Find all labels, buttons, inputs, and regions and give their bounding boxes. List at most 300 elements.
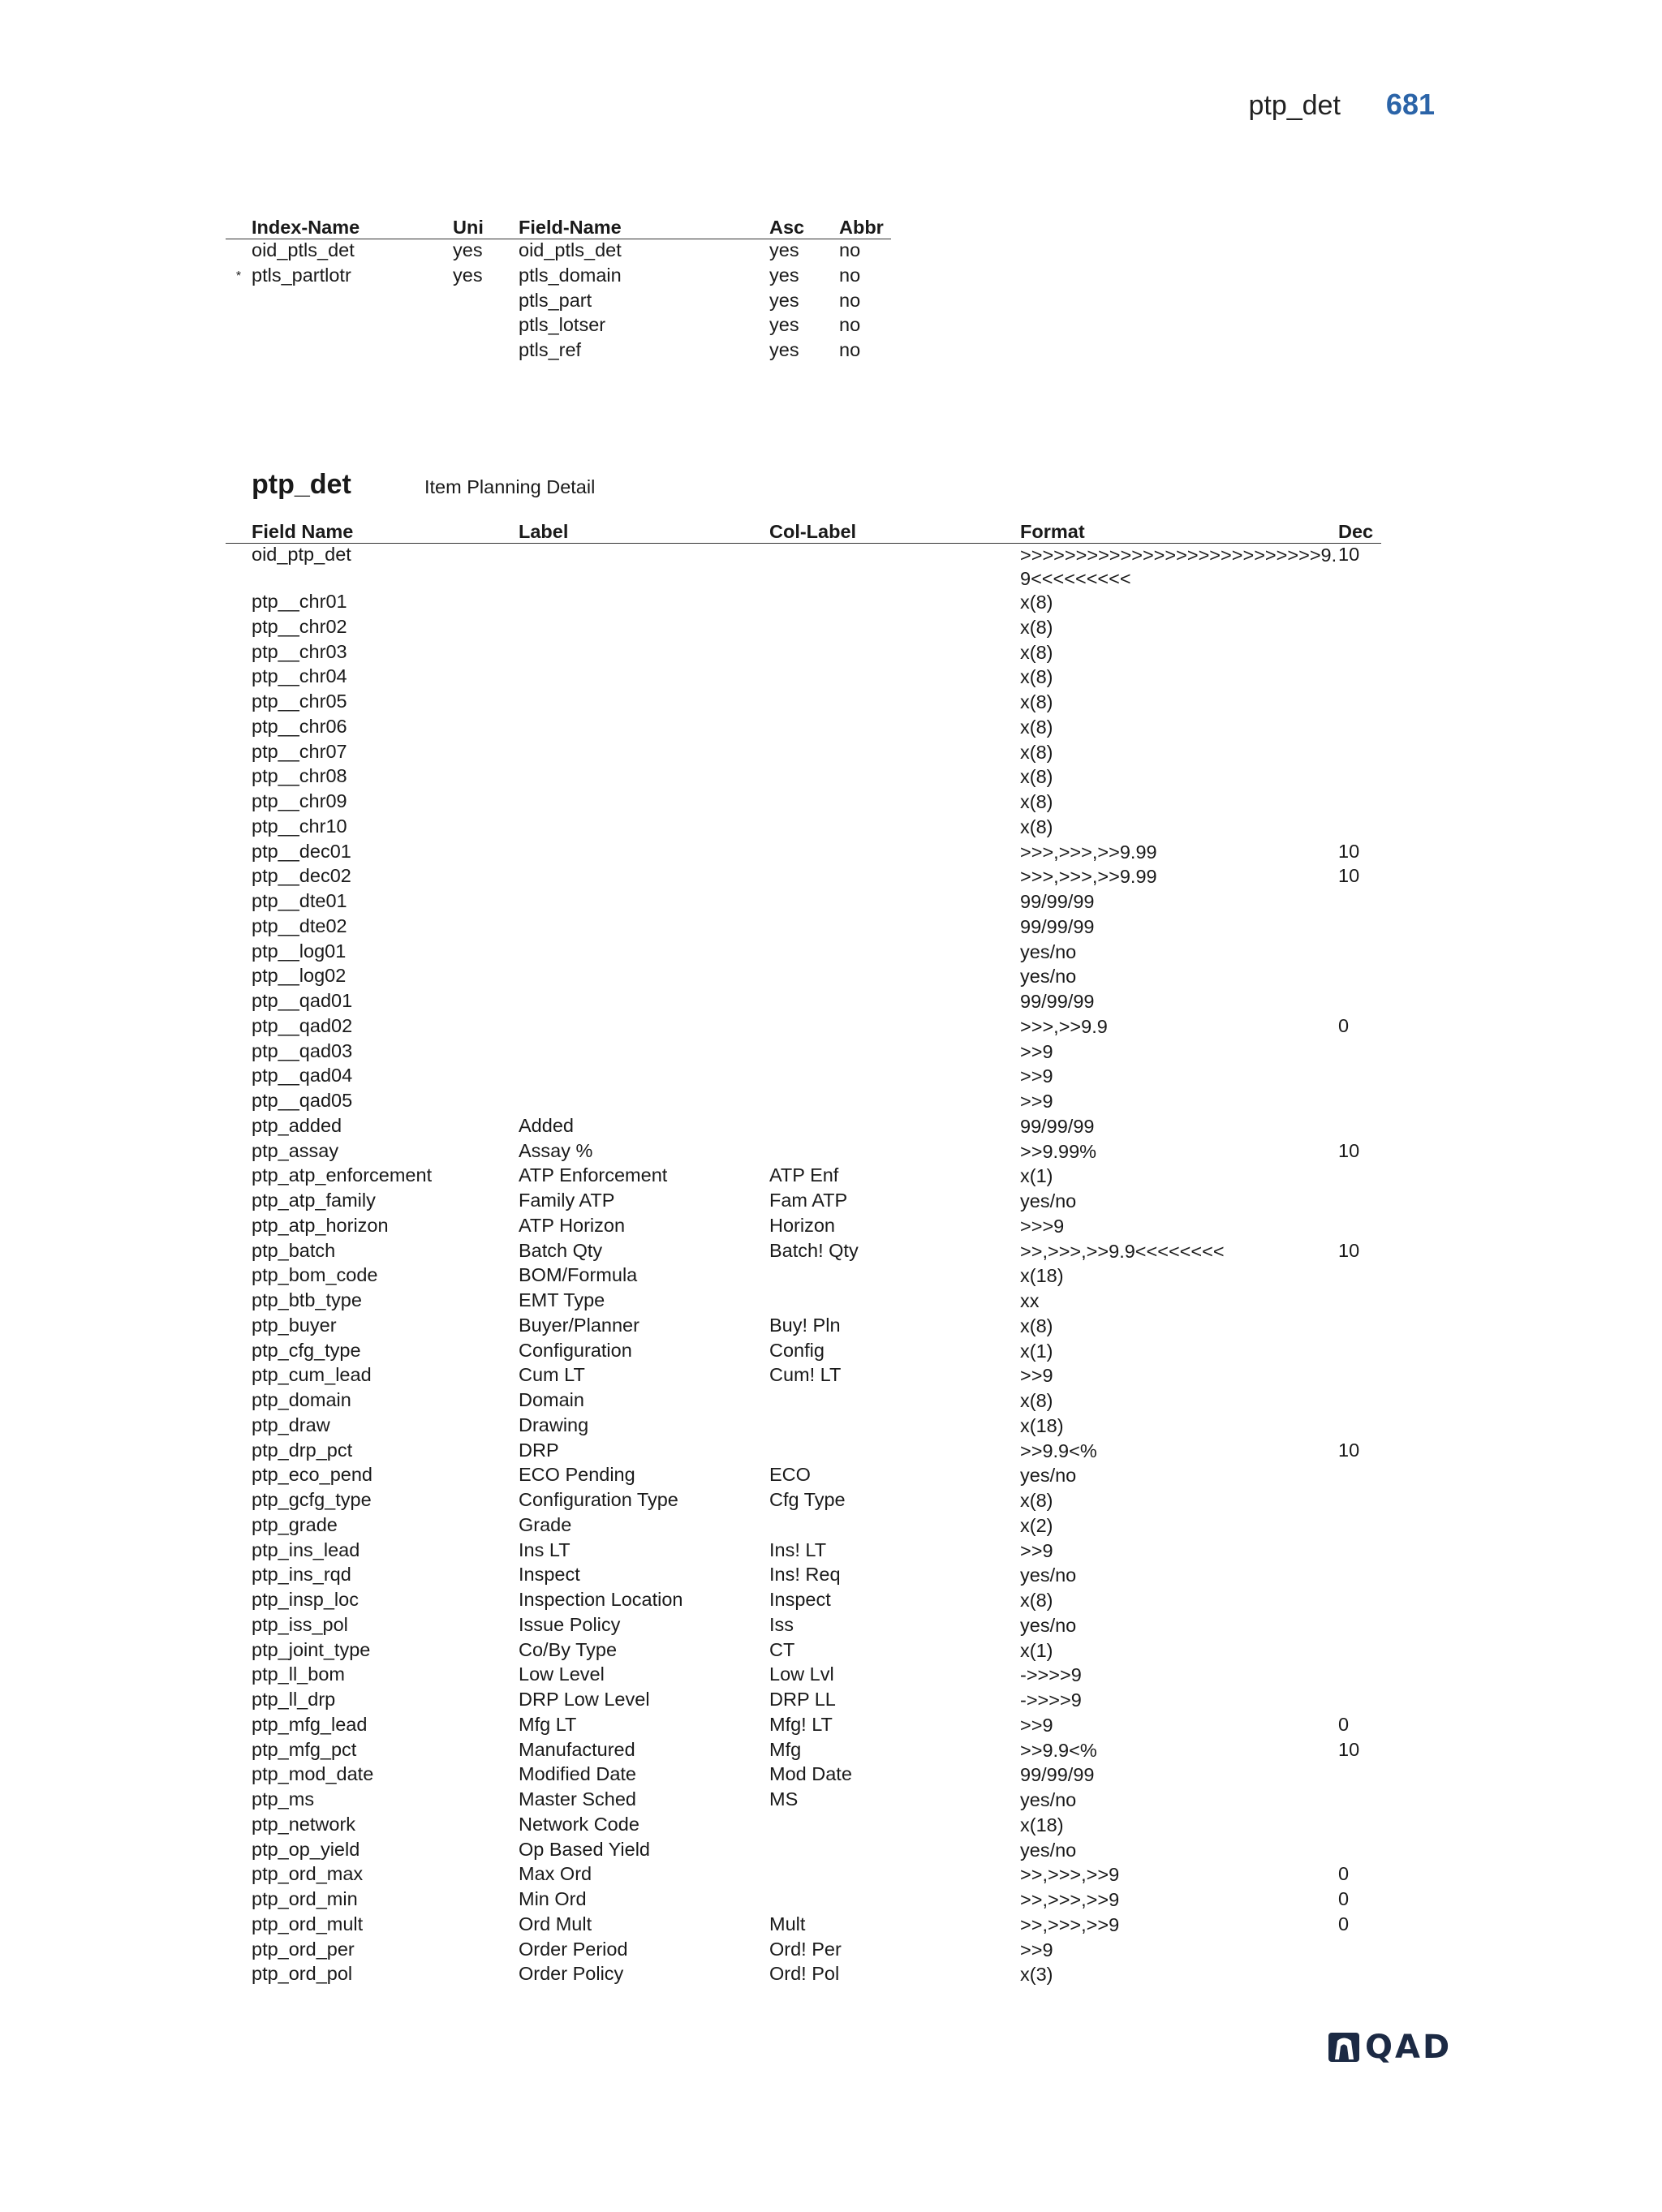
section-table-name: ptp_det: [252, 469, 351, 500]
label-cell: Master Sched: [519, 1788, 636, 1810]
field-row: [226, 741, 1381, 766]
col-label-cell: [769, 665, 1020, 691]
format-cell: x(8): [1020, 766, 1053, 788]
field-name-cell: ptp_ms: [252, 1788, 315, 1810]
decimals-cell: [1338, 691, 1381, 716]
field-row: [226, 1440, 1381, 1465]
column-header: Asc: [769, 213, 839, 239]
pad-cell: [226, 841, 252, 866]
format-cell: x(8): [1020, 641, 1053, 663]
field-name-cell: ptp_mod_date: [252, 1763, 374, 1785]
decimals-cell: [1338, 591, 1381, 616]
field-table: [226, 518, 1381, 1988]
pad-cell: [226, 1689, 252, 1714]
decimals-cell: [1338, 1340, 1381, 1365]
abbreviated-cell: no: [839, 264, 861, 286]
field-name-cell: ptp_atp_family: [252, 1190, 376, 1211]
header-table-name: ptp_det: [1248, 90, 1341, 121]
col-label-cell: [769, 1863, 1020, 1888]
col-label-cell: [769, 1289, 1020, 1315]
field-row: [226, 890, 1381, 915]
label-cell: [519, 965, 769, 990]
field-name-cell: ptp_ord_pol: [252, 1963, 353, 1985]
col-label-cell: [769, 1090, 1020, 1115]
unique-cell: [453, 314, 519, 339]
label-cell: Mfg LT: [519, 1713, 577, 1735]
index-name-cell: [252, 314, 453, 339]
field-row: [226, 716, 1381, 741]
pad-cell: [226, 1115, 252, 1140]
format-cell: >>9: [1020, 1040, 1053, 1062]
label-cell: Configuration: [519, 1339, 632, 1361]
pad-cell: [226, 1414, 252, 1440]
format-cell: >>,>>>,>>9: [1020, 1889, 1120, 1910]
decimals-cell: [1338, 1514, 1381, 1539]
field-row: [226, 1689, 1381, 1714]
decimals-cell: 10: [1338, 1738, 1360, 1760]
decimals-cell: [1338, 890, 1381, 915]
field-name-cell: ptp__dte02: [252, 914, 347, 936]
ascending-cell: yes: [769, 339, 799, 360]
decimals-cell: [1338, 1364, 1381, 1389]
label-cell: [519, 765, 769, 790]
pad-cell: [226, 665, 252, 691]
pad-cell: [226, 1240, 252, 1265]
label-cell: Buyer/Planner: [519, 1314, 639, 1336]
pad-cell: [226, 716, 252, 741]
qad-logo: [1328, 2029, 1452, 2066]
format-cell: x(8): [1020, 1590, 1053, 1611]
decimals-cell: [1338, 1389, 1381, 1414]
pad-cell: [226, 790, 252, 816]
col-label-cell: Config: [769, 1339, 825, 1361]
field-row: [226, 1589, 1381, 1614]
label-cell: [519, 665, 769, 691]
decimals-cell: [1338, 1115, 1381, 1140]
marker-header: [226, 213, 252, 239]
field-name-cell: ptp__dec01: [252, 840, 351, 862]
field-row: [226, 641, 1381, 666]
decimals-cell: 10: [1338, 544, 1360, 565]
index-row: [226, 339, 891, 364]
pad-cell: [226, 965, 252, 990]
field-row: [226, 1065, 1381, 1090]
col-label-cell: [769, 816, 1020, 841]
field-name-cell: ptp__chr08: [252, 765, 347, 787]
pad-cell: [226, 1888, 252, 1913]
label-cell: [519, 865, 769, 890]
pad-cell: [226, 641, 252, 666]
ascending-cell: yes: [769, 314, 799, 336]
label-cell: Added: [519, 1114, 574, 1136]
format-cell: x(8): [1020, 1390, 1053, 1411]
col-label-cell: Batch! Qty: [769, 1239, 859, 1261]
pad-cell: [226, 1215, 252, 1240]
field-table-body: [226, 544, 1381, 1989]
col-label-cell: [769, 1264, 1020, 1289]
decimals-cell: [1338, 1963, 1381, 1988]
pad-cell: [226, 1939, 252, 1964]
pad-cell: [226, 990, 252, 1015]
field-row: [226, 1614, 1381, 1639]
col-label-cell: Ins! LT: [769, 1539, 827, 1560]
index-name-cell: [252, 290, 453, 315]
format-cell: x(8): [1020, 592, 1053, 613]
format-cell: >>9: [1020, 1365, 1053, 1387]
format-cell: x(18): [1020, 1265, 1064, 1287]
decimals-cell: [1338, 641, 1381, 666]
format-cell: x(1): [1020, 1165, 1053, 1187]
index-row: [226, 265, 891, 290]
field-name-cell: ptp_buyer: [252, 1314, 337, 1336]
column-header: Field-Name: [519, 213, 769, 239]
field-row: [226, 1939, 1381, 1964]
field-name-cell: ptp__qad05: [252, 1090, 353, 1111]
field-row: [226, 765, 1381, 790]
field-row: [226, 1514, 1381, 1539]
format-cell: yes/no: [1020, 1789, 1077, 1810]
field-row: [226, 1963, 1381, 1988]
col-label-cell: Mfg: [769, 1738, 802, 1760]
pad-cell: [226, 940, 252, 966]
format-cell: x(3): [1020, 1964, 1053, 1986]
field-name-cell: ptp__qad02: [252, 1014, 353, 1036]
decimals-cell: 0: [1338, 1713, 1350, 1735]
field-name-cell: ptp_domain: [252, 1389, 351, 1410]
field-name-cell: ptp__chr03: [252, 640, 347, 662]
label-cell: [519, 790, 769, 816]
decimals-cell: [1338, 1164, 1381, 1190]
format-cell: >>9.9<%: [1020, 1739, 1097, 1761]
unique-cell: yes: [453, 239, 483, 260]
pad-cell: [226, 1539, 252, 1564]
field-name-cell: ptp_ord_per: [252, 1938, 355, 1960]
field-name-cell: ptp_gcfg_type: [252, 1489, 372, 1510]
field-name-cell: oid_ptp_det: [252, 544, 351, 565]
abbreviated-cell: no: [839, 239, 861, 260]
field-row: [226, 1389, 1381, 1414]
field-row: [226, 841, 1381, 866]
format-cell: >>9: [1020, 1091, 1053, 1112]
pad-cell: [226, 1839, 252, 1864]
decimals-cell: [1338, 1090, 1381, 1115]
label-cell: [519, 1090, 769, 1115]
col-label-cell: [769, 544, 1020, 592]
col-label-cell: ATP Enf: [769, 1164, 839, 1186]
field-row: [226, 1839, 1381, 1864]
field-row: [226, 591, 1381, 616]
index-table: [226, 213, 891, 364]
format-cell: x(8): [1020, 1490, 1053, 1511]
decimals-cell: 10: [1338, 1239, 1360, 1261]
pad-cell: [226, 544, 252, 592]
index-name-cell: oid_ptls_det: [252, 239, 355, 260]
decimals-cell: [1338, 665, 1381, 691]
field-name-cell: ptp__log02: [252, 965, 347, 987]
col-label-cell: [769, 1040, 1020, 1065]
col-label-cell: [769, 1414, 1020, 1440]
col-label-cell: Inspect: [769, 1589, 831, 1610]
format-cell: yes/no: [1020, 1465, 1077, 1487]
label-cell: [519, 990, 769, 1015]
label-cell: [519, 1040, 769, 1065]
format-cell: >>,>>>,>>9: [1020, 1864, 1120, 1886]
format-cell: >>,>>>,>>9: [1020, 1913, 1120, 1935]
decimals-cell: [1338, 1564, 1381, 1589]
field-row: [226, 1539, 1381, 1564]
field-name-cell: ptp_eco_pend: [252, 1464, 372, 1486]
ascending-cell: yes: [769, 239, 799, 260]
field-row: [226, 1040, 1381, 1065]
field-name-cell: ptp_op_yield: [252, 1838, 360, 1860]
page-header: [1248, 88, 1435, 122]
field-row: [226, 1464, 1381, 1489]
label-cell: Ins LT: [519, 1539, 571, 1560]
ascending-cell: yes: [769, 264, 799, 286]
field-row: [226, 1639, 1381, 1664]
label-cell: Order Policy: [519, 1963, 624, 1985]
field-row: [226, 1015, 1381, 1040]
col-label-cell: Ord! Pol: [769, 1963, 840, 1985]
pad-cell: [226, 1663, 252, 1689]
label-cell: Manufactured: [519, 1738, 635, 1760]
decimals-cell: [1338, 1264, 1381, 1289]
label-cell: Low Level: [519, 1663, 605, 1685]
field-name-cell: ptp_added: [252, 1114, 342, 1136]
label-cell: [519, 616, 769, 641]
label-cell: ATP Enforcement: [519, 1164, 668, 1186]
field-row: [226, 691, 1381, 716]
col-label-cell: [769, 1814, 1020, 1839]
format-cell: yes/no: [1020, 1190, 1077, 1211]
pad-cell: [226, 1639, 252, 1664]
pad-cell: [226, 1040, 252, 1065]
col-label-cell: [769, 1440, 1020, 1465]
format-cell: >>9: [1020, 1939, 1053, 1960]
label-cell: Inspection Location: [519, 1589, 683, 1610]
format-cell: yes/no: [1020, 1839, 1077, 1861]
column-header: Uni: [453, 213, 519, 239]
format-cell: >>9: [1020, 1539, 1053, 1561]
pad-cell: [226, 865, 252, 890]
field-row: [226, 1340, 1381, 1365]
field-name-cell: ptp__chr09: [252, 790, 347, 811]
field-row: [226, 990, 1381, 1015]
label-cell: ECO Pending: [519, 1464, 635, 1486]
format-cell: x(1): [1020, 1639, 1053, 1661]
pad-cell: [226, 1564, 252, 1589]
decimals-cell: 10: [1338, 1139, 1360, 1161]
format-cell: ->>>>9: [1020, 1664, 1082, 1686]
field-name-cell: ptls_lotser: [519, 314, 606, 336]
field-name-cell: ptp__chr02: [252, 615, 347, 637]
decimals-cell: [1338, 1065, 1381, 1090]
pad-cell: [226, 616, 252, 641]
decimals-cell: [1338, 1763, 1381, 1788]
decimals-cell: [1338, 616, 1381, 641]
label-cell: [519, 915, 769, 940]
decimals-cell: 10: [1338, 865, 1360, 887]
label-cell: BOM/Formula: [519, 1264, 638, 1286]
decimals-cell: [1338, 1839, 1381, 1864]
format-cell: x(18): [1020, 1414, 1064, 1436]
field-row: [226, 1913, 1381, 1939]
format-cell: yes/no: [1020, 966, 1077, 988]
label-cell: Order Period: [519, 1938, 628, 1960]
pad-cell: [226, 1589, 252, 1614]
index-name-cell: ptls_partlotr: [252, 264, 351, 286]
column-header: Col-Label: [769, 518, 1020, 544]
pad-cell: [226, 741, 252, 766]
index-table-body: [226, 239, 891, 364]
field-name-cell: ptp_insp_loc: [252, 1589, 359, 1610]
label-cell: Network Code: [519, 1813, 639, 1835]
decimals-cell: [1338, 790, 1381, 816]
format-cell: x(8): [1020, 616, 1053, 638]
field-row: [226, 1190, 1381, 1215]
field-name-cell: ptp__chr07: [252, 740, 347, 762]
field-row: [226, 1115, 1381, 1140]
pad-cell: [226, 1164, 252, 1190]
decimals-cell: [1338, 816, 1381, 841]
col-label-cell: [769, 1888, 1020, 1913]
col-label-cell: Mod Date: [769, 1763, 852, 1785]
col-label-cell: Mfg! LT: [769, 1713, 833, 1735]
field-name-cell: ptp_btb_type: [252, 1289, 362, 1310]
pad-cell: [226, 765, 252, 790]
col-label-cell: [769, 741, 1020, 766]
format-cell: yes/no: [1020, 940, 1077, 962]
label-cell: Cum LT: [519, 1364, 585, 1386]
field-name-cell: ptp__chr04: [252, 665, 347, 687]
field-row: [226, 1663, 1381, 1689]
label-cell: Min Ord: [519, 1888, 587, 1909]
format-cell: >>9: [1020, 1714, 1053, 1736]
field-name-cell: ptp_network: [252, 1813, 356, 1835]
pad-cell: [226, 1015, 252, 1040]
field-row: [226, 1140, 1381, 1165]
field-row: [226, 544, 1381, 592]
field-name-cell: ptls_part: [519, 289, 592, 311]
label-cell: [519, 1015, 769, 1040]
field-name-cell: ptp_mfg_lead: [252, 1713, 368, 1735]
field-name-cell: ptp_grade: [252, 1513, 338, 1535]
field-row: [226, 1888, 1381, 1913]
field-row: [226, 665, 1381, 691]
decimals-cell: [1338, 940, 1381, 966]
primary-index-marker: [226, 239, 252, 265]
label-cell: [519, 591, 769, 616]
format-cell: x(8): [1020, 1315, 1053, 1336]
col-label-cell: [769, 641, 1020, 666]
column-header: Dec: [1338, 518, 1381, 544]
col-label-cell: [769, 1839, 1020, 1864]
pad-cell: [226, 1963, 252, 1988]
format-cell: 99/99/99: [1020, 1764, 1095, 1786]
pad-cell: [226, 816, 252, 841]
pad-cell: [226, 1440, 252, 1465]
col-label-cell: Cfg Type: [769, 1489, 846, 1510]
pad-cell: [226, 1863, 252, 1888]
field-row: [226, 1289, 1381, 1315]
col-label-cell: [769, 965, 1020, 990]
label-cell: Grade: [519, 1513, 572, 1535]
format-cell: >>>,>>>,>>9.99: [1020, 841, 1157, 863]
column-header: Index-Name: [252, 213, 453, 239]
col-label-cell: Ins! Req: [769, 1564, 841, 1586]
primary-index-marker: *: [235, 269, 242, 284]
format-cell: x(8): [1020, 691, 1053, 712]
col-label-cell: [769, 716, 1020, 741]
label-cell: Max Ord: [519, 1863, 592, 1885]
field-row: [226, 1863, 1381, 1888]
label-cell: Ord Mult: [519, 1913, 592, 1934]
section-description: Item Planning Detail: [424, 476, 596, 497]
pad-cell: [226, 1140, 252, 1165]
format-cell: x(2): [1020, 1514, 1053, 1536]
decimals-cell: [1338, 915, 1381, 940]
label-cell: [519, 1065, 769, 1090]
format-cell: 99/99/99: [1020, 1115, 1095, 1137]
format-cell: x(18): [1020, 1814, 1064, 1835]
index-table-header: [226, 213, 891, 239]
format-cell: >>9: [1020, 1065, 1053, 1087]
field-row: [226, 1364, 1381, 1389]
field-name-cell: ptp_iss_pol: [252, 1613, 348, 1635]
field-name-cell: ptp__chr10: [252, 815, 347, 837]
field-name-cell: ptp_ord_max: [252, 1863, 364, 1885]
field-row: [226, 965, 1381, 990]
field-name-cell: ptp__qad01: [252, 990, 353, 1011]
col-label-cell: [769, 1140, 1020, 1165]
decimals-cell: [1338, 1190, 1381, 1215]
abbreviated-cell: no: [839, 339, 861, 360]
field-name-cell: ptp_ins_lead: [252, 1539, 360, 1560]
col-label-cell: DRP LL: [769, 1689, 836, 1710]
unique-cell: [453, 339, 519, 364]
decimals-cell: [1338, 1814, 1381, 1839]
pad-cell: [226, 1065, 252, 1090]
col-label-cell: [769, 1389, 1020, 1414]
field-row: [226, 1814, 1381, 1839]
decimals-cell: 0: [1338, 1863, 1350, 1885]
col-label-cell: [769, 691, 1020, 716]
index-name-cell: [252, 339, 453, 364]
field-row: [226, 1564, 1381, 1589]
decimals-cell: [1338, 1539, 1381, 1564]
format-cell: xx: [1020, 1290, 1040, 1311]
field-row: [226, 1264, 1381, 1289]
col-label-cell: CT: [769, 1638, 795, 1660]
field-name-cell: ptp__dte01: [252, 890, 347, 911]
col-label-cell: Horizon: [769, 1214, 835, 1236]
col-label-cell: Mult: [769, 1913, 806, 1934]
field-name-cell: ptp_drp_pct: [252, 1439, 353, 1461]
field-row: [226, 1489, 1381, 1514]
format-cell: ->>>>9: [1020, 1689, 1082, 1711]
field-name-cell: ptp_atp_horizon: [252, 1214, 389, 1236]
decimals-cell: [1338, 1215, 1381, 1240]
decimals-cell: [1338, 1788, 1381, 1814]
pad-cell: [226, 1289, 252, 1315]
field-row: [226, 1714, 1381, 1739]
decimals-cell: [1338, 1315, 1381, 1340]
format-cell: yes/no: [1020, 1614, 1077, 1636]
decimals-cell: [1338, 1040, 1381, 1065]
decimals-cell: [1338, 990, 1381, 1015]
col-label-cell: [769, 1514, 1020, 1539]
field-name-cell: ptp__qad04: [252, 1065, 353, 1087]
